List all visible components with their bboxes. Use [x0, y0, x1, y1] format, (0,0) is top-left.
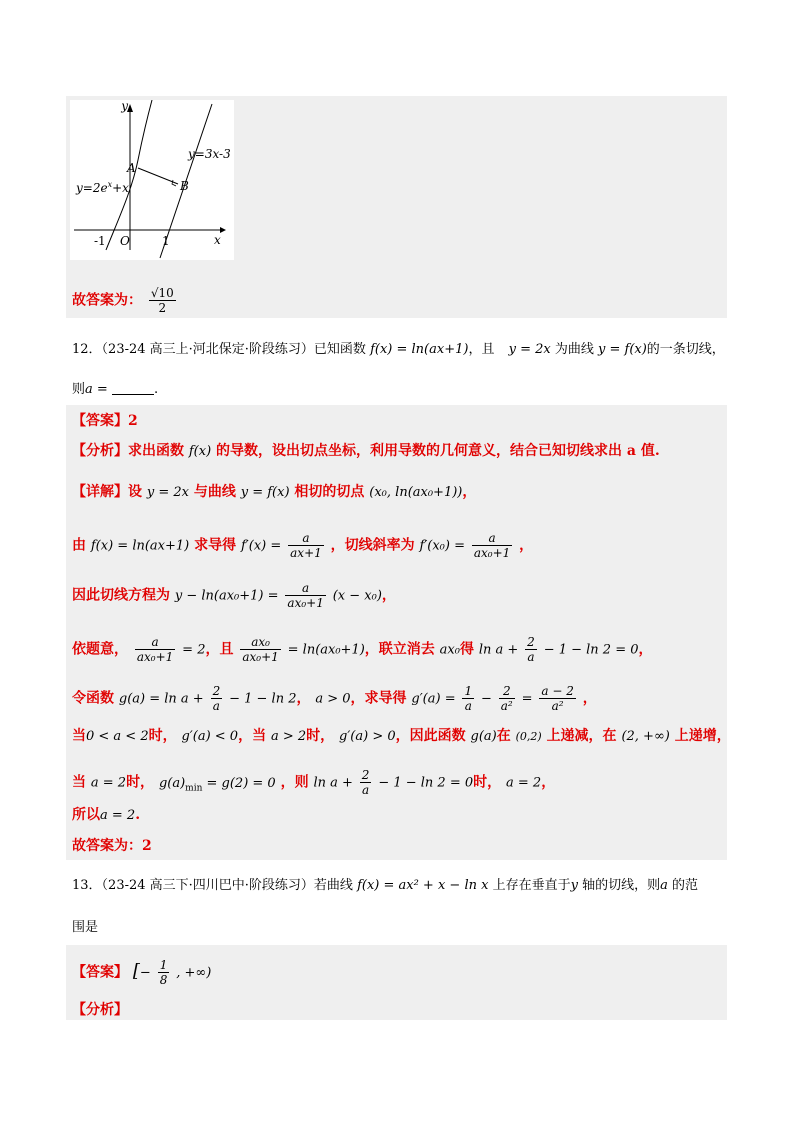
q11-answer-fraction: $\frac{√10}{2}$: [150, 286, 174, 315]
curve-exp: [106, 100, 152, 250]
q12-detail-line8: 所以a = 2.: [72, 807, 141, 823]
q12-detail-line3: 因此切线方程为 y − ln(ax₀+1) = $\frac{a}{\text{ax₀+1}}$ (x − x₀)，: [72, 581, 396, 610]
y-axis-label: y: [121, 100, 128, 113]
point-a-label: A: [127, 161, 136, 175]
q12-detail-line7: 当 a = 2时， $g(a)_{min} = g(2) = 0$ ，则 ln a + $\frac{2}{a}$ − 1 − ln 2 = 0时， a = 2，: [72, 768, 556, 797]
q12-detail-line4: 依题意， $\frac{a}{\text{ax₀+1}}$ = 2，且 $\frac{\text{ax₀}}{\text{ax₀+1}}$ = ln(ax₀+1)，联立消去 ax₀得 ln a + $\frac{2}{a}$ − 1 − ln 2 = 0，: [72, 635, 653, 664]
q12-analysis: 【分析】求出函数 f(x) 的导数，设出切点坐标，利用导数的几何意义，结合已知切线求出 a 值.: [72, 443, 660, 459]
segment-ab: [138, 168, 178, 184]
q12-answer: 【答案】2: [72, 413, 138, 429]
q12-final-answer: 故答案为：2: [72, 838, 152, 854]
x-axis-label: x: [214, 233, 221, 247]
point-b-label: B: [180, 179, 189, 193]
tick-1-label: 1: [162, 234, 170, 248]
graph-figure: [70, 100, 234, 260]
graph-svg: [70, 100, 234, 260]
q12-question-line1: 12．（23-24 高三上·河北保定·阶段练习）已知函数 f(x) = ln(ax+1)，且 y = 2x 为曲线 y = f(x)的一条切线，: [72, 342, 725, 357]
q12-detail-line6: 当0 < a < 2时， g′(a) < 0，当 a > 2时， g′(a) > 0，因此函数 g(a)在 (0,2) 上递减，在 (2, +∞) 上递增，: [72, 728, 731, 744]
x-axis-arrow: [220, 227, 226, 233]
curve-label: $y=2e^x+x$: [76, 180, 129, 195]
q13-answer: 【答案】 [− $\frac{1}{8}$ , +∞): [72, 958, 212, 987]
q13-question-line2: 围是: [72, 920, 99, 935]
line-label: y=3x-3: [188, 147, 231, 161]
origin-label: O: [120, 234, 130, 248]
q13-question-line1: 13．（23-24 高三下·四川巴中·阶段练习）若曲线 f(x) = ax² + x − ln x 上存在垂直于y 轴的切线，则a 的范: [72, 878, 699, 893]
q11-answer: 故答案为： $\frac{√10}{2}$: [72, 286, 174, 315]
q12-detail-line2: 由 f(x) = ln(ax+1) 求导得 f′(x) = $\frac{a}{ax+1}$ ，切线斜率为 f′(x₀) = $\frac{a}{\text{ax₀+1}}$ ，: [72, 531, 534, 560]
q12-detail-line1: 【详解】设 y = 2x 与曲线 y = f(x) 相切的切点 (x₀, ln(ax₀+1))，: [72, 484, 477, 500]
q12-detail-line5: 令函数 g(a) = ln a + $\frac{2}{a}$ − 1 − ln 2， a > 0，求导得 g′(a) = $\frac{1}{a}$ − $\frac{2}{\text{a²}}$ = $\frac{a - 2}{\text{a²}}$ ，: [72, 684, 597, 713]
q13-analysis: 【分析】: [72, 1002, 128, 1018]
tick-neg1-label: -1: [94, 234, 106, 248]
q12-question-line2: 则a = .: [72, 382, 159, 397]
answer-blank: [112, 380, 154, 395]
